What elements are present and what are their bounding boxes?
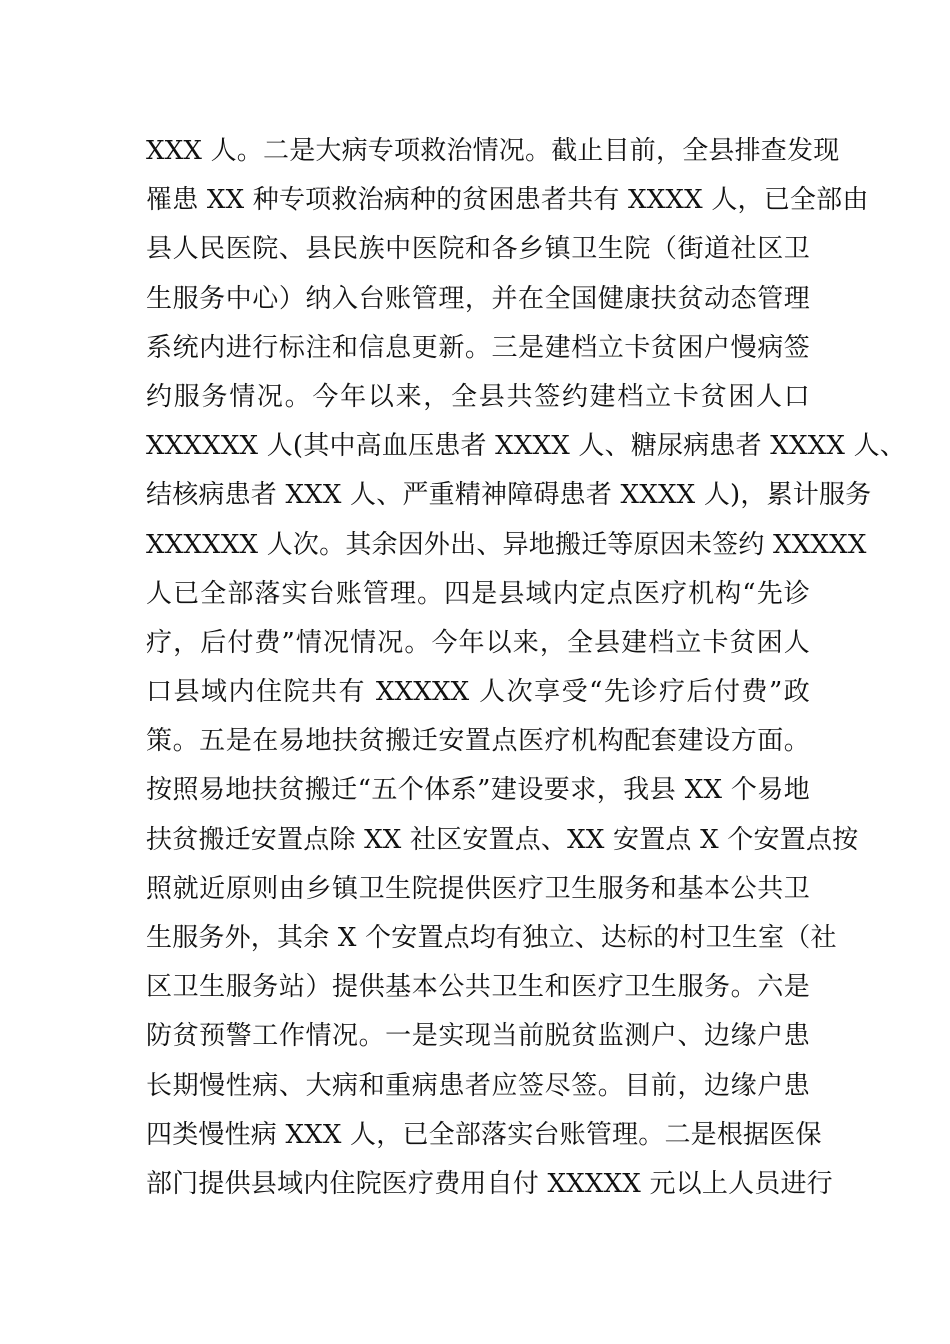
text-line: 部门提供县域内住院医疗费用自付 XXXXX 元以上人员进行 [146, 1168, 833, 1199]
text-line: 区卫生服务站）提供基本公共卫生和医疗卫生服务。六是 [146, 972, 810, 1003]
text-line: 照就近原则由乡镇卫生院提供医疗卫生服务和基本公共卫 [146, 873, 810, 904]
text-line: 县人民医院、县民族中医院和各乡镇卫生院（街道社区卫 [146, 234, 810, 265]
text-line: 生服务中心）纳入台账管理，并在全国健康扶贫动态管理 [146, 283, 810, 314]
text-line: 疗，后付费”情况情况。今年以来，全县建档立卡贫困人 [146, 627, 810, 658]
body-text [146, 127, 907, 1209]
text-line: 罹患 XX 种专项救治病种的贫困患者共有 XXXX 人，已全部由 [146, 185, 869, 216]
text-line: 策。五是在易地扶贫搬迁安置点医疗机构配套建设方面。 [146, 726, 810, 757]
text-line: XXXXXX 人(其中高血压患者 XXXX 人、糖尿病患者 XXXX 人、 [146, 431, 907, 462]
text-line: 按照易地扶贫搬迁“五个体系”建设要求，我县 XX 个易地 [146, 775, 810, 806]
text-line: 人已全部落实台账管理。四是县域内定点医疗机构“先诊 [146, 578, 810, 609]
text-line: 防贫预警工作情况。一是实现当前脱贫监测户、边缘户患 [146, 1021, 810, 1052]
text-line: 约服务情况。今年以来，全县共签约建档立卡贫困人口 [146, 381, 810, 412]
text-line: 结核病患者 XXX 人、严重精神障碍患者 XXXX 人)，累计服务 [146, 480, 872, 511]
text-line: 四类慢性病 XXX 人，已全部落实台账管理。二是根据医保 [146, 1119, 822, 1150]
text-line: XXX 人。二是大病专项救治情况。截止目前，全县排查发现 [146, 136, 840, 166]
text-line: 扶贫搬迁安置点除 XX 社区安置点、XX 安置点 X 个安置点按 [146, 824, 859, 855]
text-line: XXXXXX 人次。其余因外出、异地搬迁等原因未签约 XXXXX [146, 529, 867, 560]
text-line: 生服务外，其余 X 个安置点均有独立、达标的村卫生室（社 [146, 923, 837, 953]
text-line: 系统内进行标注和信息更新。三是建档立卡贫困户慢病签 [146, 332, 810, 363]
text-line: 口县域内住院共有 XXXXX 人次享受“先诊疗后付费”政 [146, 677, 810, 708]
text-line: 长期慢性病、大病和重病患者应签尽签。目前，边缘户患 [146, 1070, 810, 1101]
